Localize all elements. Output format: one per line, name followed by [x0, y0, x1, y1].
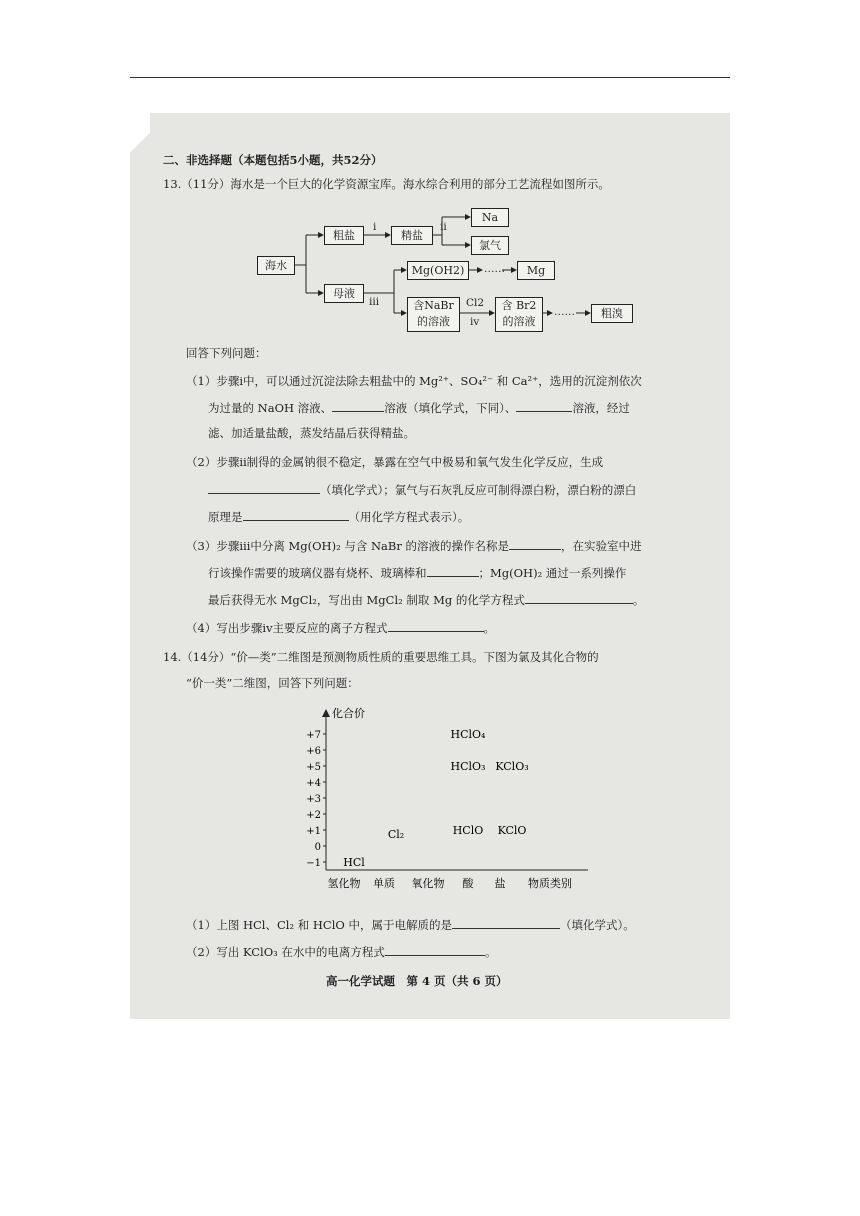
- q13-stem: 13.（11分）海水是一个巨大的化学资源宝库。海水综合利用的部分工艺流程如图所示。: [163, 177, 610, 191]
- q14-p1-text-b: （填化学式）。: [559, 918, 635, 932]
- x-category-label: 酸: [462, 877, 474, 890]
- q14-p1-text-a: （1）上图 HCl、Cl₂ 和 HClO 中，属于电解质的是: [186, 918, 452, 932]
- chart-point-label: HCl: [343, 856, 365, 869]
- q13-p3-text-f: 。: [632, 593, 645, 607]
- flow-box-crude-bromine: 粗溴: [591, 304, 633, 323]
- q13-p3-text-c: 行该操作需要的玻璃仪器有烧杯、玻璃棒和: [208, 566, 427, 580]
- q13-p1-text-a: 为过量的 NaOH 溶液、: [208, 401, 333, 415]
- q13-p1-text-b: 溶液（填化学式，下同）、: [384, 401, 517, 415]
- section-header: 二、非选择题（本题包括5小题，共52分）: [163, 153, 383, 167]
- chart-point-label: KClO₃: [495, 760, 529, 773]
- br2-line-2: 的溶液: [502, 315, 536, 328]
- q13-p3-text-e: 最后获得无水 MgCl₂，写出由 MgCl₂ 制取 Mg 的化学方程式: [208, 593, 525, 607]
- flow-box-na: Na: [471, 208, 509, 227]
- flow-label-cl2: Cl2: [466, 297, 485, 309]
- flow-ellipsis-mg: ……: [484, 263, 505, 275]
- chart-point-label: Cl₂: [387, 828, 405, 841]
- q13-part1-line3: 滤、加适量盐酸，蒸发结晶后获得精盐。: [208, 426, 415, 440]
- q14-p2-text-a: （2）写出 KClO₃ 在水中的电离方程式: [186, 945, 385, 959]
- flow-label-step-iii: iii: [369, 296, 380, 308]
- x-category-label: 盐: [494, 877, 506, 890]
- header-rule: [130, 77, 730, 78]
- flow-box-mgoh2: Mg(OH2): [407, 261, 469, 280]
- nabr-line-1: 含NaBr: [413, 299, 454, 312]
- flow-box-crude-salt: 粗盐: [324, 226, 364, 245]
- y-tick-label: +3: [306, 794, 321, 805]
- q13-p4-text-a: （4）写出步骤ⅳ主要反应的离子方程式: [186, 621, 388, 635]
- y-tick-label: +6: [306, 746, 321, 757]
- y-tick-label: 0: [314, 842, 321, 853]
- flow-ellipsis-br: ……: [554, 306, 575, 318]
- flow-box-seawater: 海水: [257, 256, 295, 275]
- q14-p2-text-b: 。: [484, 945, 497, 959]
- flow-box-chlorine: 氯气: [471, 236, 509, 255]
- valence-class-chart: [130, 113, 730, 913]
- chart-point-label: KClO: [497, 824, 527, 837]
- q13-p3-text-a: （3）步骤ⅲ中分离 Mg(OH)₂ 与含 NaBr 的溶液的操作名称是: [186, 539, 510, 553]
- y-axis-arrow: [322, 709, 330, 717]
- flow-box-mother-liquor: 母液: [324, 284, 364, 303]
- q14-part2-line: [186, 943, 496, 960]
- br2-line-1: 含 Br2: [501, 299, 537, 312]
- y-tick-label: +4: [306, 778, 321, 789]
- flow-label-step-iv: iv: [470, 316, 480, 328]
- flow-box-mg: Mg: [517, 261, 555, 280]
- q14-stem-line1: 14.（14分）“价—类”二维图是预测物质性质的重要思维工具。下图为氯及其化合物的: [163, 650, 599, 664]
- flow-box-refined-salt: 精盐: [391, 226, 433, 245]
- x-category-label: 氧化物: [411, 877, 445, 890]
- q13-part1-line1: （1）步骤ⅰ中，可以通过沉淀法除去粗盐中的 Mg²⁺、SO₄²⁻ 和 Ca²⁺，选用的沉淀剂依次: [186, 374, 642, 388]
- q13-p2-text-b: 原理是: [208, 510, 243, 524]
- chart-point-label: HClO₃: [450, 760, 486, 773]
- q13-p3-text-d: ；Mg(OH)₂ 通过一系列操作: [478, 566, 627, 580]
- chart-point-label: HClO₄: [450, 728, 486, 741]
- x-category-label: 单质: [373, 877, 395, 890]
- flow-label-step-i: i: [373, 221, 377, 233]
- q13-part2-line1: （2）步骤ⅱ制得的金属钠很不稳定，暴露在空气中极易和氧气发生化学反应，生成: [186, 455, 604, 469]
- photographed-page: [130, 113, 730, 1019]
- q13-p3-text-b: ，在实验室中进: [561, 539, 642, 553]
- y-tick-label: +2: [306, 810, 321, 821]
- y-tick-label: −1: [306, 858, 321, 869]
- q13-p1-text-c: 溶液，经过: [572, 401, 630, 415]
- q13-p2-text-c: （用化学方程式表示）。: [348, 510, 470, 524]
- q14-p1-blank[interactable]: [452, 916, 560, 929]
- flow-label-step-ii: ii: [440, 221, 447, 233]
- q13-p2-text-a: （填化学式）；氯气与石灰乳反应可制得漂白粉，漂白粉的漂白: [320, 483, 637, 497]
- q14-stem-line2: “价一类”二维图，回答下列问题：: [186, 676, 359, 690]
- q14-p2-blank[interactable]: [385, 943, 485, 956]
- q14-part1-line: [186, 916, 635, 933]
- nabr-line-2: 的溶液: [417, 315, 450, 328]
- y-tick-label: +5: [306, 762, 321, 773]
- y-tick-label: +1: [306, 826, 321, 837]
- x-axis-title: 物质类别: [528, 877, 572, 890]
- x-category-label: 氢化物: [327, 877, 361, 890]
- chart-point-label: HClO: [452, 824, 484, 837]
- q13-p4-text-b: 。: [483, 621, 495, 635]
- y-tick-label: +7: [306, 730, 321, 741]
- page-footer: 高一化学试题 第 4 页（共 6 页）: [326, 974, 508, 988]
- y-axis-title: 化合价: [332, 707, 365, 720]
- q13-answer-intro: 回答下列问题：: [186, 346, 267, 360]
